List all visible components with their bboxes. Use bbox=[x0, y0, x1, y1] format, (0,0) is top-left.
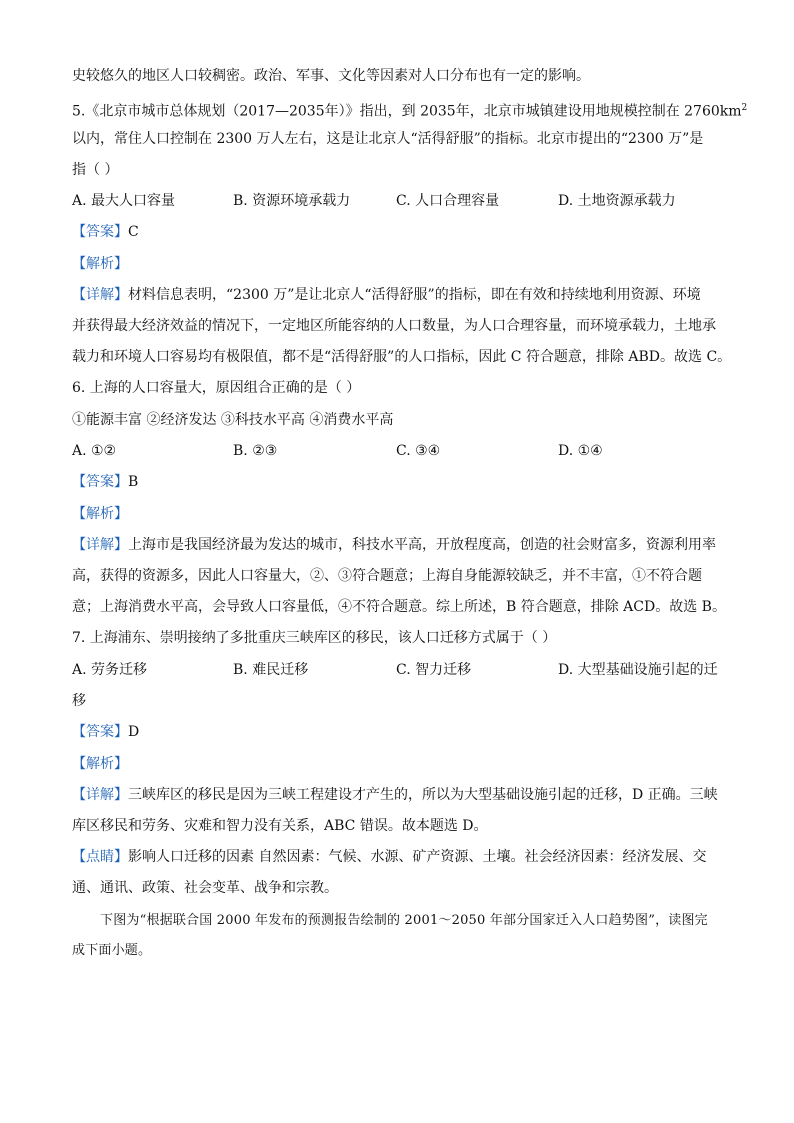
detail-tag: 【详解】 bbox=[72, 287, 128, 303]
answer-tag: 【答案】 bbox=[72, 224, 128, 240]
chart-intro-line-1: 下图为“根据联合国 2000 年发布的预测报告绘制的 2001～2050 年部分国家迁入人口趋势图”，读图完 bbox=[100, 913, 708, 928]
q7-option-c: C. 智力迁移 bbox=[396, 662, 472, 678]
q6-analysis-line bbox=[72, 504, 724, 524]
q5-option-d: D. 土地资源承载力 bbox=[558, 193, 676, 209]
q5-option-b: B. 资源环境承载力 bbox=[233, 193, 351, 209]
q7-detail-line-1 bbox=[72, 785, 724, 805]
q5-answer: C bbox=[128, 224, 139, 240]
q7-detail-text: 三峡库区的移民是因为三峡工程建设才产生的，所以为大型基础设施引起的迁移，D 正确。三峡 bbox=[128, 787, 718, 803]
q7-answer-line bbox=[72, 722, 724, 742]
q6-answer-line bbox=[72, 472, 724, 492]
answer-tag: 【答案】 bbox=[72, 724, 128, 740]
q7-option-d: D. 大型基础设施引起的迁 bbox=[558, 662, 718, 678]
q6-option-a: A. ①② bbox=[72, 443, 117, 459]
question-5-line-1 bbox=[72, 98, 748, 122]
q7-point-text: 影响人口迁移的因素 自然因素：气候、水源、矿产资源、土壤。社会经济因素：经济发展、交 bbox=[128, 849, 707, 865]
detail-tag: 【详解】 bbox=[72, 537, 128, 553]
q6-detail-text: 上海市是我国经济最为发达的城市，科技水平高，开放程度高，创造的社会财富多，资源利用率 bbox=[128, 537, 716, 553]
q7-option-a: A. 劳务迁移 bbox=[72, 662, 148, 678]
q5-option-c: C. 人口合理容量 bbox=[396, 193, 500, 209]
question-7-text: 7. 上海浦东、崇明接纳了多批重庆三峡库区的移民，该人口迁移方式属于（ ） bbox=[72, 630, 557, 646]
q7-point-line-1 bbox=[72, 847, 724, 867]
q7-point-line-2: 通、通讯、政策、社会变革、战争和宗教。 bbox=[72, 880, 338, 896]
q5-detail-line-1 bbox=[72, 285, 724, 305]
q7-option-b: B. 难民迁移 bbox=[233, 662, 309, 678]
answer-tag: 【答案】 bbox=[72, 474, 128, 490]
q6-option-b: B. ②③ bbox=[233, 443, 278, 459]
q7-option-d-wrap: 移 bbox=[72, 693, 86, 709]
question-5-line-2: 以内，常住人口控制在 2300 万人左右，这是让北京人“活得舒服”的指标。北京市提出的“2300 万”是 bbox=[72, 131, 704, 147]
detail-tag: 【详解】 bbox=[72, 787, 128, 803]
question-5-text: 5.《北京市城市总体规划（2017—2035年）》指出，到 2035年，北京市城镇建设用地规模控制在 2760km bbox=[72, 103, 742, 120]
analysis-tag: 【解析】 bbox=[72, 506, 128, 522]
q6-detail-line-2: 高，获得的资源多，因此人口容量大，②、③符合题意；上海自身能源较缺乏，并不丰富，①不符合题 bbox=[72, 568, 702, 584]
question-6-text: 6. 上海的人口容量大，原因组合正确的是（ ） bbox=[72, 380, 361, 396]
q6-option-c: C. ③④ bbox=[396, 443, 441, 459]
paragraph-continuation: 史较悠久的地区人口较稠密。政治、军事、文化等因素对人口分布也有一定的影响。 bbox=[72, 68, 590, 84]
q6-detail-line-1 bbox=[72, 535, 724, 555]
q6-option-d: D. ①④ bbox=[558, 443, 603, 459]
q5-detail-line-3: 载力和环境人口容易均有极限值，都不是“活得舒服”的人口指标，因此 C 符合题意，排除 ABD。故选 C。 bbox=[72, 349, 732, 365]
q5-detail-line-2: 并获得最大经济效益的情况下，一定地区所能容纳的人口数量，为人口合理容量，而环境承载力，土地承 bbox=[72, 318, 716, 334]
q6-detail-line-3: 意；上海消费水平高，会导致人口容量低，④不符合题意。综上所述，B 符合题意，排除 ACD。故选 B。 bbox=[72, 599, 726, 615]
point-tag: 【点睛】 bbox=[72, 849, 128, 865]
analysis-tag: 【解析】 bbox=[72, 756, 128, 772]
q5-detail-text: 材料信息表明，“2300 万”是让北京人“活得舒服”的指标，即在有效和持续地利用资源、环境 bbox=[128, 287, 701, 303]
question-6-items: ①能源丰富 ②经济发达 ③科技水平高 ④消费水平高 bbox=[72, 412, 394, 428]
analysis-tag: 【解析】 bbox=[72, 256, 128, 272]
question-5-line-3: 指（ ） bbox=[72, 162, 119, 178]
q6-answer: B bbox=[128, 474, 139, 490]
q5-analysis-line bbox=[72, 254, 724, 274]
q7-answer: D bbox=[128, 724, 140, 740]
q7-detail-line-2: 库区移民和劳务、灾难和智力没有关系，ABC 错误。故本题选 D。 bbox=[72, 818, 488, 834]
chart-intro-line-2: 成下面小题。 bbox=[72, 943, 152, 958]
q5-answer-line bbox=[72, 222, 724, 242]
q7-analysis-line bbox=[72, 754, 724, 774]
q5-option-a: A. 最大人口容量 bbox=[72, 193, 176, 209]
superscript: 2 bbox=[741, 103, 748, 113]
